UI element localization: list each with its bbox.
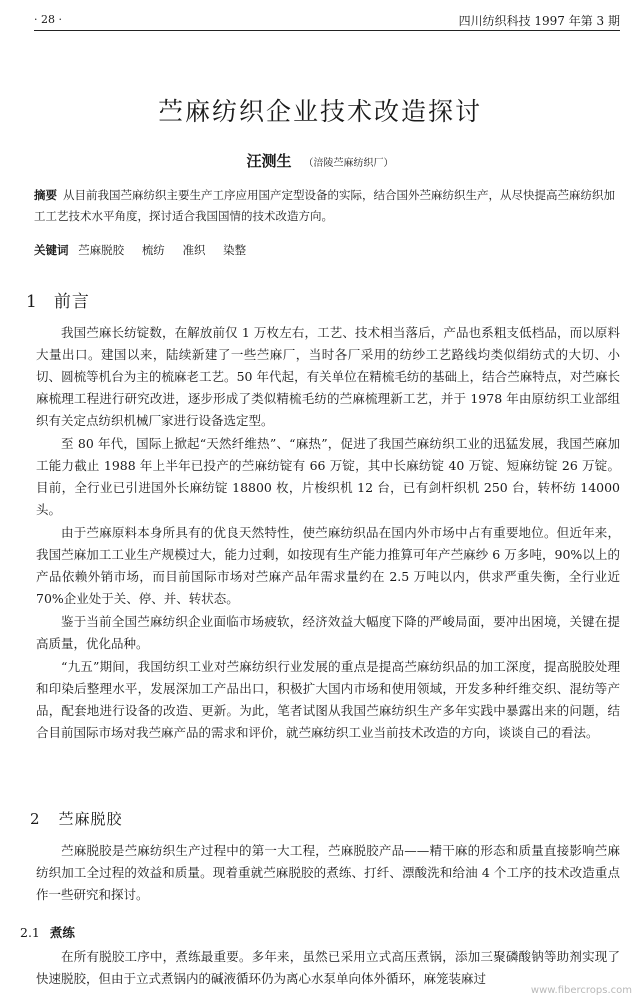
paragraph: 在所有脱胶工序中，煮练最重要。多年来，虽然已采用立式高压煮锅，添加三聚磷酸钠等助剂实现了快速脱胶，但由于立式煮锅内的碱液循环仍为离心水泵单向体外循环，麻笼装麻过 bbox=[36, 949, 620, 986]
page-number: · 28 · bbox=[34, 13, 62, 26]
section-number: 2 bbox=[30, 810, 41, 828]
abstract bbox=[34, 185, 620, 227]
watermark: www.fibercrops.com bbox=[530, 985, 632, 996]
subsection-title: 煮练 bbox=[49, 925, 75, 940]
keyword: 苎麻脱胶 bbox=[78, 243, 125, 257]
paragraph: 由于苎麻原料本身所具有的优良天然特性，使苎麻纺织品在国内外市场中占有重要地位。但近年来，我国苎麻加工工业生产规模过大，能力过剩，如按现有生产能力推算可年产苎麻纱 6 万多吨，90%以上的产品依赖外销市场，而目前国际市场对苎麻产品年需求量约在 2.5 万吨以内，供求严重失衡，全行业近 70%企业处于关、停、并、转状态。 bbox=[36, 525, 620, 606]
paragraph: “九五”期间，我国纺织工业对苎麻纺织行业发展的重点是提高苎麻纺织品的加工深度，提高脱胶处理和印染后整理水平，发展深加工产品出口，积极扩大国内市场和使用领域，开发多种纤维交织、混纺等产品，配套地进行设备的改造、更新。为此，笔者试图从我国苎麻纺织生产多年实践中暴露出来的问题，结合目前国际市场对我苎麻产品的需求和评价，就苎麻纺织工业当前技术改造的方向，谈谈自己的看法。 bbox=[36, 659, 620, 740]
section-2-body bbox=[36, 840, 620, 907]
running-header bbox=[34, 10, 620, 31]
section-heading-1 bbox=[26, 287, 90, 312]
paragraph: 苎麻脱胶是苎麻纺织生产过程中的第一大工程，苎麻脱胶产品——精干麻的形态和质量直接影响苎麻纺织加工全过程的效益和质量。现着重就苎麻脱胶的煮练、打纤、漂酸洗和给油 4 个工序的技术改造重点作一些研究和探讨。 bbox=[36, 843, 620, 902]
author-name: 汪测生 bbox=[246, 152, 292, 170]
section-title: 苎麻脱胶 bbox=[58, 810, 123, 828]
keyword: 染整 bbox=[223, 243, 247, 257]
paragraph: 我国苎麻长纺锭数，在解放前仅 1 万枚左右，工艺、技术相当落后，产品也系粗支低档品，而以原料大量出口。建国以来，陆续新建了一些苎麻厂，当时各厂采用的纺纱工艺路线均类似绢纺式的大切、小切、圆梳等机台为主的梳麻老工艺。50 年代起，有关单位在精梳毛纺的基础上，结合苎麻特点，对苎麻长麻梳理工程进行研究改进，逐步形成了类似精梳毛纺的苎麻梳理新工艺，并于 1978 年由原纺织工业部组织有关定点纺织机械厂家进行设备选定型。 bbox=[36, 325, 620, 428]
paragraph: 至 80 年代，国际上掀起“天然纤维热”、“麻热”，促进了我国苎麻纺织工业的迅猛发展，我国苎麻加工能力截止 1988 年上半年已投产的苎麻纺锭有 66 万锭，其中长麻纺锭 40 万锭、短麻纺锭 26 万锭。目前，全行业已引进国外长麻纺锭 18800 枚，片梭织机 12 台，已有剑杆织机 250 台，转杯纺 14000 头。 bbox=[36, 436, 620, 517]
byline bbox=[0, 150, 640, 171]
section-heading-2 bbox=[30, 808, 123, 829]
author-affiliation: （涪陵苎麻纺织厂） bbox=[303, 158, 394, 169]
keyword: 梳纺 bbox=[141, 243, 165, 257]
abstract-label: 摘要 bbox=[34, 188, 57, 202]
section-title: 前言 bbox=[53, 292, 90, 312]
subsection-heading bbox=[20, 923, 75, 941]
section-number: 1 bbox=[26, 292, 38, 312]
keywords bbox=[34, 242, 620, 258]
journal-issue: 四川纺织科技 1997 年第 3 期 bbox=[458, 14, 620, 28]
abstract-text: 从目前我国苎麻纺织主要生产工序应用国产定型设备的实际，结合国外苎麻纺织生产，从尽快提高苎麻纺织加工工艺技术水平角度，探讨适合我国国情的技术改造方向。 bbox=[34, 188, 615, 223]
keywords-label: 关键词 bbox=[34, 243, 69, 257]
section-1-body bbox=[36, 322, 620, 745]
article-title: 苎麻纺织企业技术改造探讨 bbox=[157, 97, 482, 126]
subsection-number: 2.1 bbox=[20, 925, 40, 940]
paragraph: 鉴于当前全国苎麻纺织企业面临市场疲软，经济效益大幅度下降的严峻局面，要冲出困境，关键在提高质量，优化品种。 bbox=[36, 614, 620, 651]
keyword: 准织 bbox=[182, 243, 206, 257]
